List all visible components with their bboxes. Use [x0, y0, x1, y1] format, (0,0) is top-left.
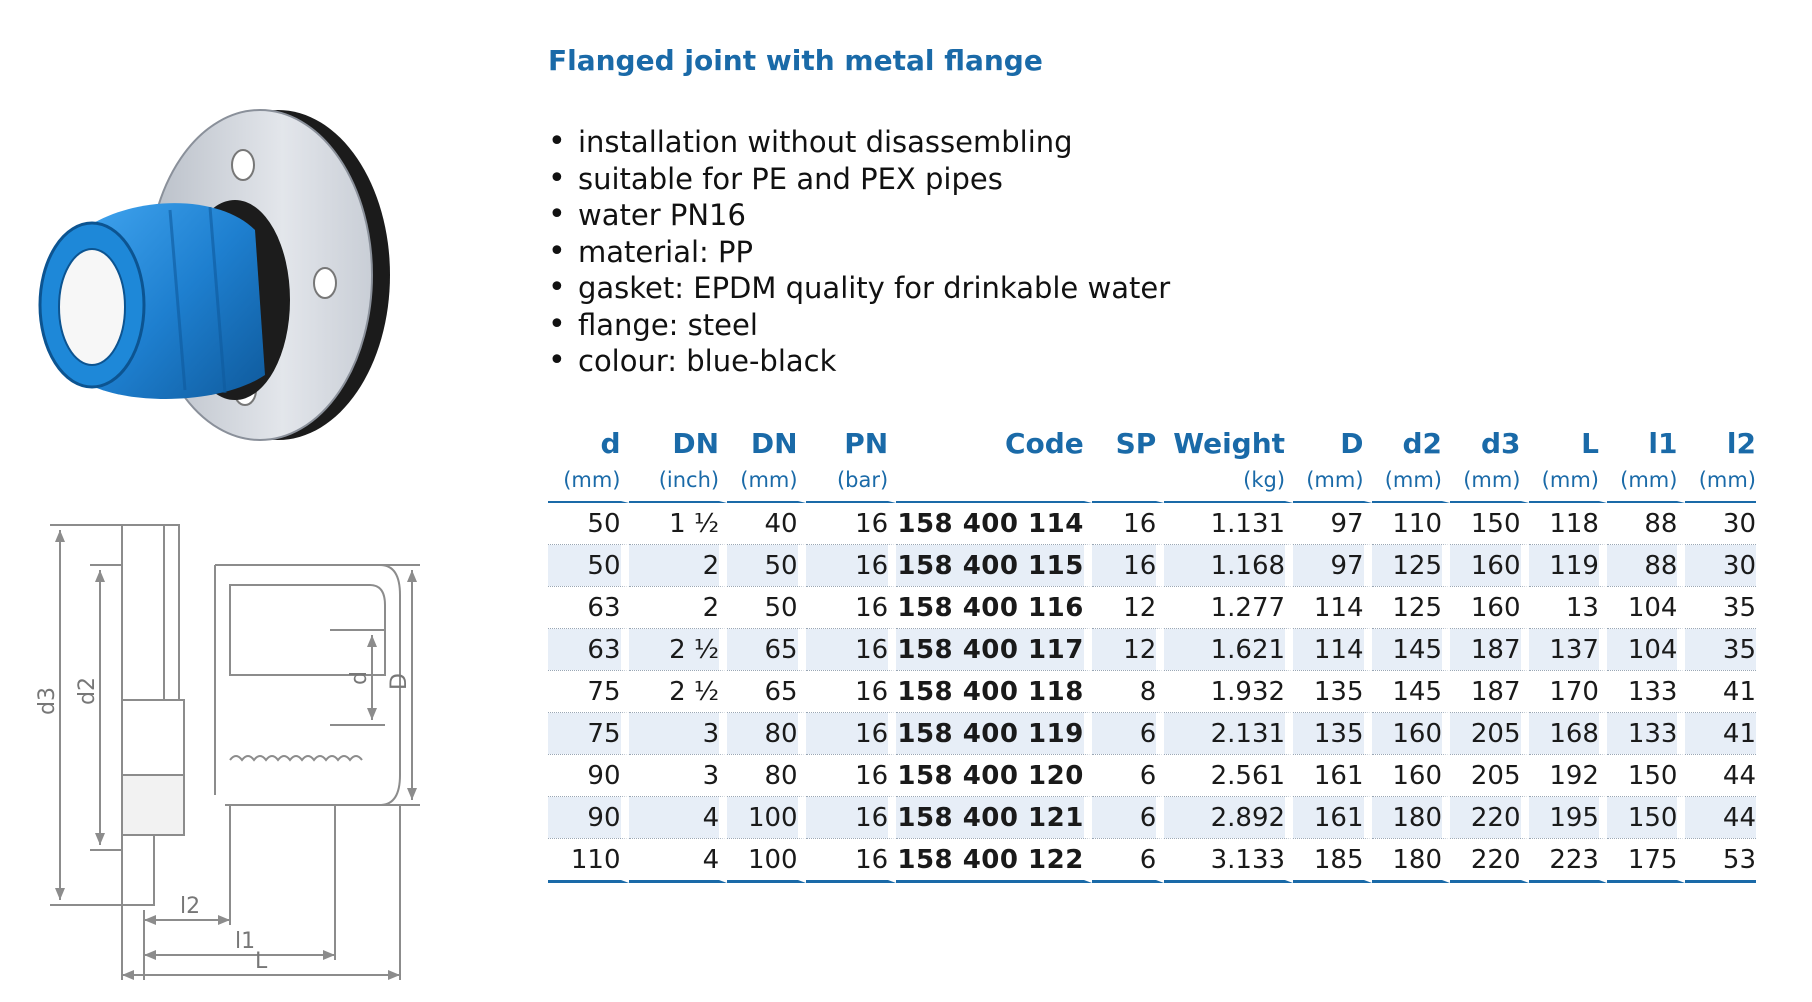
- table-cell: 118: [1529, 503, 1607, 545]
- spec-table-body: [548, 503, 1756, 883]
- table-cell: 187: [1450, 629, 1528, 671]
- table-cell: 16: [806, 671, 897, 713]
- table-cell: 13: [1529, 587, 1607, 629]
- column-header: Code: [896, 425, 1092, 459]
- table-cell: 63: [548, 587, 629, 629]
- table-cell: 104: [1607, 587, 1685, 629]
- label-l1: l1: [235, 929, 256, 954]
- table-row: [548, 839, 1756, 883]
- table-cell: 150: [1450, 503, 1528, 545]
- feature-item: • material: PP: [548, 234, 1170, 271]
- table-cell: 1.932: [1164, 671, 1293, 713]
- feature-item: • flange: steel: [548, 307, 1170, 344]
- feature-item: • installation without disassembling: [548, 124, 1170, 161]
- table-cell: 97: [1293, 545, 1371, 587]
- table-cell: 50: [727, 587, 805, 629]
- table-cell: 100: [727, 797, 805, 839]
- column-unit: (mm): [1450, 459, 1528, 503]
- table-cell: 75: [548, 713, 629, 755]
- feature-list: [548, 124, 1170, 380]
- feature-item: • water PN16: [548, 197, 1170, 234]
- table-cell: 4: [629, 797, 728, 839]
- table-cell: 97: [1293, 503, 1371, 545]
- table-cell: 145: [1372, 629, 1450, 671]
- table-cell: 100: [727, 839, 805, 883]
- table-cell: 133: [1607, 671, 1685, 713]
- table-cell: 1.277: [1164, 587, 1293, 629]
- table-cell: 160: [1372, 755, 1450, 797]
- label-d2: d2: [75, 677, 100, 705]
- table-cell: 170: [1529, 671, 1607, 713]
- spec-table: [548, 425, 1756, 883]
- table-cell: 90: [548, 755, 629, 797]
- table-cell: 1 ½: [629, 503, 728, 545]
- column-unit: [1092, 459, 1164, 503]
- column-header: D: [1293, 425, 1371, 459]
- table-cell: 119: [1529, 545, 1607, 587]
- product-code: 158 400 122: [896, 839, 1092, 883]
- column-unit: [896, 459, 1092, 503]
- table-cell: 161: [1293, 755, 1371, 797]
- column-header: d: [548, 425, 629, 459]
- table-cell: 88: [1607, 503, 1685, 545]
- table-cell: 168: [1529, 713, 1607, 755]
- table-cell: 65: [727, 629, 805, 671]
- feature-item: • suitable for PE and PEX pipes: [548, 161, 1170, 198]
- table-cell: 137: [1529, 629, 1607, 671]
- table-cell: 16: [806, 755, 897, 797]
- table-cell: 114: [1293, 587, 1371, 629]
- table-cell: 2.131: [1164, 713, 1293, 755]
- table-cell: 220: [1450, 797, 1528, 839]
- table-cell: 104: [1607, 629, 1685, 671]
- table-row: [548, 503, 1756, 545]
- table-cell: 160: [1372, 713, 1450, 755]
- technical-drawing: [35, 505, 500, 980]
- column-header: d2: [1372, 425, 1450, 459]
- column-unit: (mm): [1372, 459, 1450, 503]
- table-cell: 2.561: [1164, 755, 1293, 797]
- table-cell: 16: [806, 587, 897, 629]
- table-cell: 175: [1607, 839, 1685, 883]
- table-cell: 161: [1293, 797, 1371, 839]
- table-cell: 50: [548, 545, 629, 587]
- table-cell: 180: [1372, 839, 1450, 883]
- table-cell: 63: [548, 629, 629, 671]
- table-cell: 16: [806, 545, 897, 587]
- table-cell: 30: [1685, 503, 1756, 545]
- page-title: Flanged joint with metal flange: [548, 44, 1043, 77]
- table-cell: 2.892: [1164, 797, 1293, 839]
- label-D: D: [387, 673, 412, 690]
- table-cell: 40: [727, 503, 805, 545]
- column-unit: (mm): [1293, 459, 1371, 503]
- column-unit: (kg): [1164, 459, 1293, 503]
- table-cell: 3: [629, 755, 728, 797]
- table-row: [548, 797, 1756, 839]
- column-header: DN: [727, 425, 805, 459]
- table-cell: 135: [1293, 671, 1371, 713]
- column-header: DN: [629, 425, 728, 459]
- label-L: L: [255, 949, 268, 974]
- column-header: l2: [1726, 427, 1756, 460]
- label-d: d: [347, 671, 372, 685]
- table-cell: 16: [806, 503, 897, 545]
- table-cell: 2: [629, 587, 728, 629]
- table-cell: 41: [1685, 713, 1756, 755]
- header-names-row: [548, 425, 1756, 459]
- table-row: [548, 713, 1756, 755]
- table-cell: 125: [1372, 545, 1450, 587]
- table-cell: 150: [1607, 755, 1685, 797]
- feature-item: • gasket: EPDM quality for drinkable water: [548, 270, 1170, 307]
- table-row: [548, 545, 1756, 587]
- table-cell: 75: [548, 671, 629, 713]
- table-cell: 133: [1607, 713, 1685, 755]
- column-unit: (mm): [1529, 459, 1607, 503]
- column-unit: (mm): [1607, 459, 1685, 503]
- table-cell: 88: [1607, 545, 1685, 587]
- table-cell: 160: [1450, 587, 1528, 629]
- product-code: 158 400 115: [896, 545, 1092, 587]
- product-image: [20, 85, 440, 485]
- table-cell: 16: [1092, 545, 1164, 587]
- table-cell: 2 ½: [629, 629, 728, 671]
- table-row: [548, 587, 1756, 629]
- table-cell: 220: [1450, 839, 1528, 883]
- table-cell: 135: [1293, 713, 1371, 755]
- table-cell: 16: [1092, 503, 1164, 545]
- table-cell: 2: [629, 545, 728, 587]
- table-cell: 16: [806, 713, 897, 755]
- column-header: Weight: [1164, 425, 1293, 459]
- table-cell: 110: [1372, 503, 1450, 545]
- table-cell: 90: [548, 797, 629, 839]
- column-header: d3: [1450, 425, 1528, 459]
- table-cell: 65: [727, 671, 805, 713]
- table-cell: 145: [1372, 671, 1450, 713]
- table-cell: 16: [806, 839, 897, 883]
- column-unit: (mm): [548, 459, 629, 503]
- table-cell: 35: [1685, 629, 1756, 671]
- table-cell: 80: [727, 755, 805, 797]
- column-unit: (bar): [806, 459, 897, 503]
- product-code: 158 400 119: [896, 713, 1092, 755]
- table-cell: 53: [1685, 839, 1756, 883]
- table-cell: 223: [1529, 839, 1607, 883]
- column-header: PN: [806, 425, 897, 459]
- table-cell: 3.133: [1164, 839, 1293, 883]
- product-code: 158 400 120: [896, 755, 1092, 797]
- table-cell: 187: [1450, 671, 1528, 713]
- table-cell: 6: [1092, 713, 1164, 755]
- table-cell: 16: [806, 797, 897, 839]
- column-unit: (inch): [629, 459, 728, 503]
- column-unit: (mm): [1685, 459, 1756, 503]
- table-cell: 6: [1092, 755, 1164, 797]
- column-header: l1: [1607, 425, 1685, 459]
- table-cell: 6: [1092, 797, 1164, 839]
- table-cell: 12: [1092, 587, 1164, 629]
- column-header: L: [1529, 425, 1607, 459]
- table-cell: 50: [727, 545, 805, 587]
- column-unit: (mm): [727, 459, 805, 503]
- product-code: 158 400 116: [896, 587, 1092, 629]
- table-cell: 180: [1372, 797, 1450, 839]
- table-cell: 44: [1685, 797, 1756, 839]
- column-header: SP: [1092, 425, 1164, 459]
- table-cell: 1.131: [1164, 503, 1293, 545]
- feature-item: • colour: blue-black: [548, 343, 1170, 380]
- product-code: 158 400 118: [896, 671, 1092, 713]
- table-cell: 4: [629, 839, 728, 883]
- table-cell: 125: [1372, 587, 1450, 629]
- product-code: 158 400 117: [896, 629, 1092, 671]
- label-l2: l2: [180, 894, 201, 919]
- table-cell: 12: [1092, 629, 1164, 671]
- table-cell: 1.168: [1164, 545, 1293, 587]
- table-cell: 35: [1685, 587, 1756, 629]
- product-code: 158 400 114: [896, 503, 1092, 545]
- label-d3: d3: [35, 687, 60, 715]
- table-cell: 195: [1529, 797, 1607, 839]
- table-cell: 160: [1450, 545, 1528, 587]
- table-row: [548, 629, 1756, 671]
- table-cell: 192: [1529, 755, 1607, 797]
- table-cell: 1.621: [1164, 629, 1293, 671]
- header-units-row: [548, 459, 1756, 503]
- table-cell: 16: [806, 629, 897, 671]
- table-cell: 6: [1092, 839, 1164, 883]
- table-cell: 41: [1685, 671, 1756, 713]
- table-cell: 205: [1450, 713, 1528, 755]
- table-cell: 114: [1293, 629, 1371, 671]
- table-cell: 2 ½: [629, 671, 728, 713]
- table-cell: 50: [548, 503, 629, 545]
- table-cell: 80: [727, 713, 805, 755]
- table-row: [548, 755, 1756, 797]
- table-cell: 44: [1685, 755, 1756, 797]
- table-cell: 110: [548, 839, 629, 883]
- product-code: 158 400 121: [896, 797, 1092, 839]
- table-cell: 30: [1685, 545, 1756, 587]
- table-cell: 150: [1607, 797, 1685, 839]
- table-cell: 185: [1293, 839, 1371, 883]
- table-cell: 205: [1450, 755, 1528, 797]
- table-cell: 3: [629, 713, 728, 755]
- table-row: [548, 671, 1756, 713]
- table-cell: 8: [1092, 671, 1164, 713]
